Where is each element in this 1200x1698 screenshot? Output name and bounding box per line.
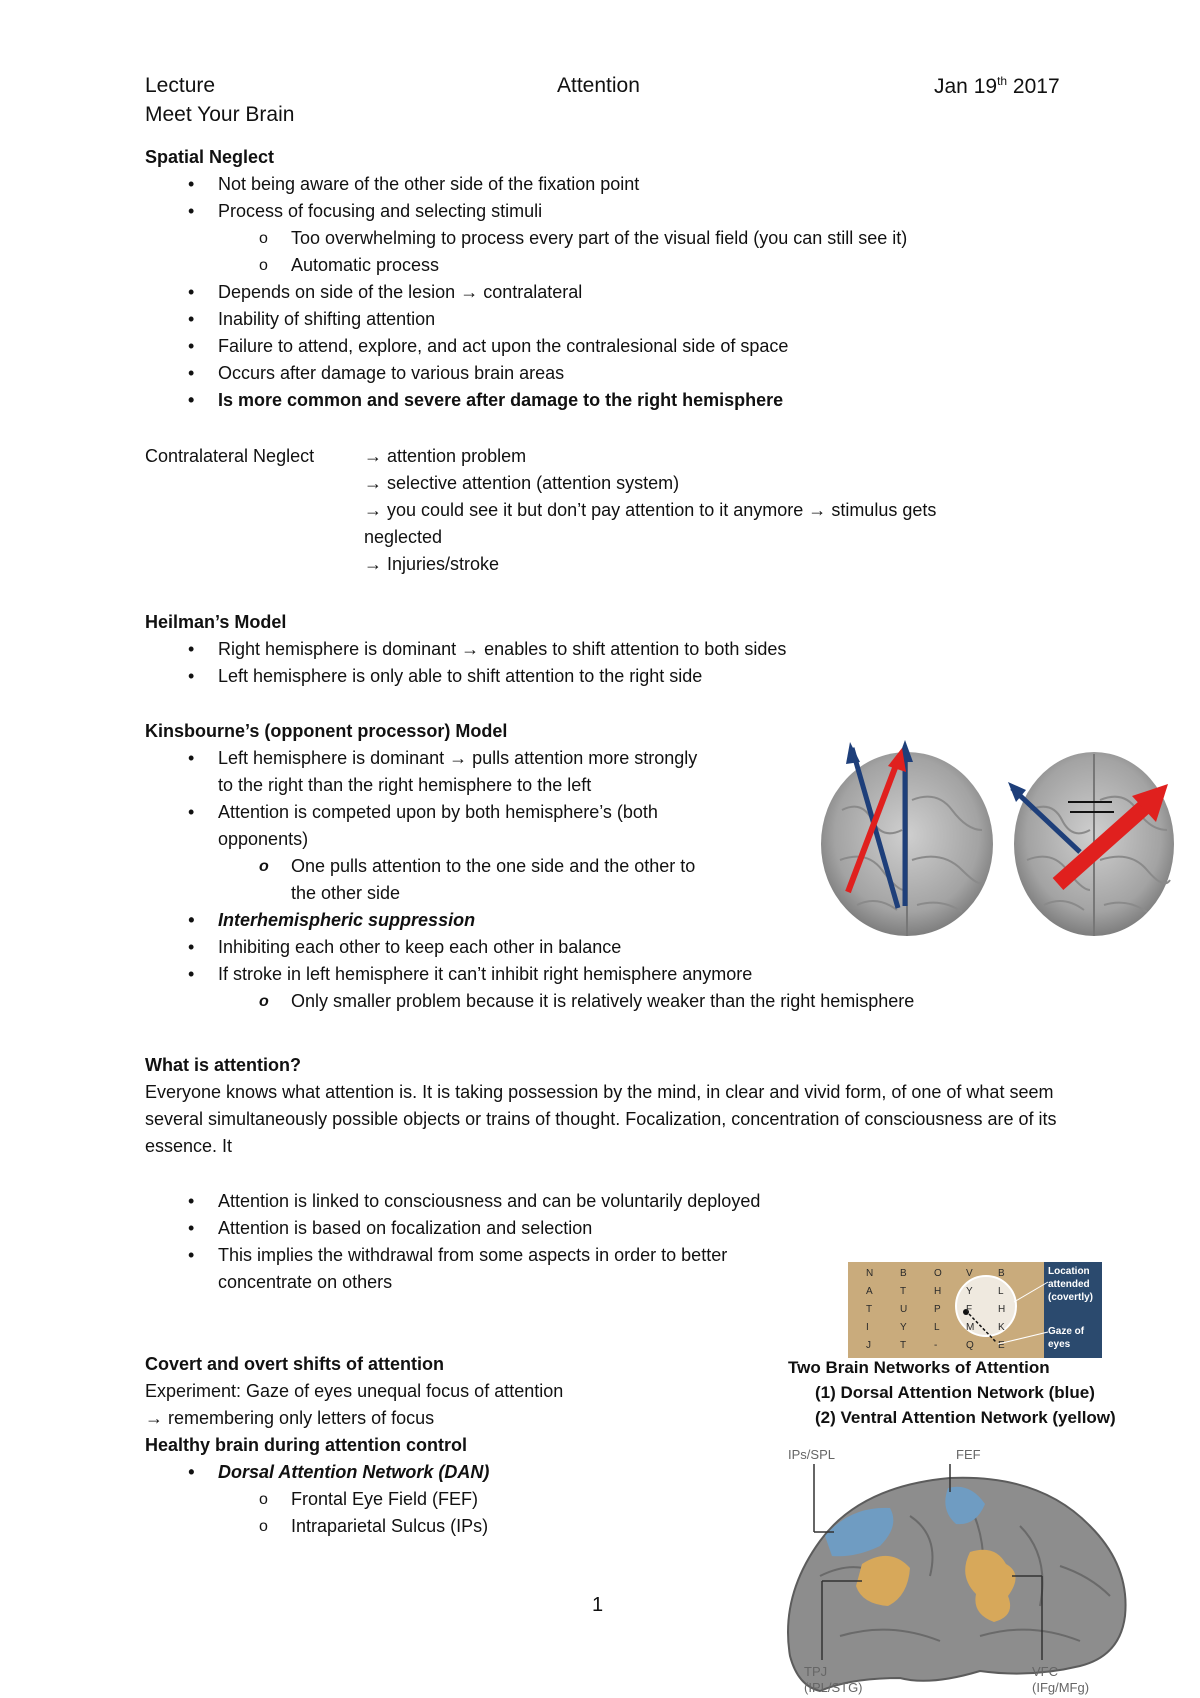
grid-letter: M [966,1322,975,1333]
grid-letter: E [998,1340,1005,1351]
spatial-neglect-title: Spatial Neglect [145,147,275,167]
grid-label-gaze: Gaze of [1048,1326,1085,1337]
list-item-continuation: to the right than the right hemisphere to the left [218,775,592,795]
grid-letter: L [934,1322,940,1333]
list-item-continuation: concentrate on others [218,1272,393,1292]
arrow-icon: → [449,748,468,768]
list-item: • Inhibiting each other to keep each other in balance [218,934,621,961]
sub-list-item: o Automatic process [291,252,439,279]
grid-letter: P [934,1304,941,1315]
list-item: • Process of focusing and selecting stimuli [218,198,542,225]
grid-letter: H [998,1304,1006,1315]
covert-line: → remembering only letters of focus [145,1408,435,1428]
label-fef: FEF [956,1447,981,1462]
grid-letter: - [934,1340,938,1351]
attention-paragraph: Everyone knows what attention is. It is taking possession by the mind, in clear and vivid form, of one of what seem several simultaneously possible objects or trains of thought. Focalization, concentration of consciousness are of its essence. It [145,1082,1057,1156]
list-item: • Occurs after damage to various brain areas [218,360,564,387]
arrow-icon: → [364,554,382,574]
arrow-icon: → [364,500,382,520]
header-subtitle: Meet Your Brain [145,103,295,126]
brain-hemisphere-arrows-figure [812,740,1180,940]
grid-letter: A [866,1286,873,1297]
list-item: • Failure to attend, explore, and act upon the contralesional side of space [218,333,788,360]
arrow-icon: → [145,1408,163,1428]
header-lecture: Lecture [145,74,216,97]
grid-label-location: attended [1048,1279,1090,1290]
list-item: • Attention is based on focalization and selection [218,1215,592,1242]
heilman-title: Heilman’s Model [145,612,287,632]
grid-letter: Y [900,1322,907,1333]
sub-list-item: o Only smaller problem because it is relatively weaker than the right hemisphere [291,988,914,1015]
list-item: • Is more common and severe after damage to the right hemisphere [218,387,783,414]
grid-letter: N [866,1268,874,1279]
networks-line-dorsal: (1) Dorsal Attention Network (blue) [815,1383,1095,1402]
grid-letter: B [900,1268,907,1279]
grid-letter: L [998,1286,1004,1297]
list-item: • Not being aware of the other side of the fixation point [218,171,639,198]
label-ips-spl: IPs/SPL [788,1447,835,1462]
grid-letter: T [866,1304,873,1315]
list-item-continuation: opponents) [218,829,309,849]
what-is-attention-title: What is attention? [145,1055,301,1075]
sub-list-item-continuation: the other side [291,883,401,903]
arrow-icon: → [460,282,479,302]
sub-list-item: o Intraparietal Sulcus (IPs) [291,1513,488,1540]
grid-letter: O [934,1268,942,1279]
networks-title: Two Brain Networks of Attention [788,1358,1050,1377]
page-number: 1 [592,1594,604,1616]
contralateral-label: Contralateral Neglect [145,446,315,466]
lateral-brain-networks-figure [780,1446,1140,1696]
grid-letter: T [900,1340,907,1351]
networks-line-ventral: (2) Ventral Attention Network (yellow) [815,1408,1116,1427]
list-item: • Left hemisphere is only able to shift attention to the right side [218,663,702,690]
list-item: • If stroke in left hemisphere it can’t inhibit right hemisphere anymore [218,961,752,988]
arrow-icon: → [808,500,827,520]
grid-label-location: Location [1048,1266,1090,1277]
grid-letter: Q [966,1340,974,1351]
contralateral-line: → you could see it but don’t pay attention to it anymore → stimulus gets [364,500,937,520]
label-tpj: TPJ [804,1664,828,1679]
sub-list-item: o Too overwhelming to process every part of the visual field (you can still see it) [291,225,907,252]
contralateral-line: → Injuries/stroke [364,554,500,574]
covert-attention-letter-grid-figure [848,1262,1102,1358]
grid-letter: T [900,1286,907,1297]
arrow-icon: → [461,639,480,659]
grid-letter: F [966,1304,973,1315]
covert-line: Experiment: Gaze of eyes unequal focus of attention [145,1381,564,1401]
header-title: Attention [557,74,640,97]
grid-letter: B [998,1268,1005,1279]
list-item: • Inability of shifting attention [218,306,435,333]
header-date: Jan 19th 2017 [934,74,1060,98]
contralateral-line: neglected [364,527,443,547]
sub-list-item: o One pulls attention to the one side and the other to [291,853,695,880]
grid-letter: Y [966,1286,973,1297]
list-item: • Dorsal Attention Network (DAN) [218,1459,489,1486]
contralateral-line: → attention problem [364,446,527,466]
brain-left-icon [821,740,993,936]
sub-list-item: o Frontal Eye Field (FEF) [291,1486,478,1513]
label-vfc-sub: (IFg/MFg) [1032,1680,1090,1695]
list-item: • Interhemispheric suppression [218,907,475,934]
brain-right-icon [1008,752,1174,936]
grid-label-gaze: eyes [1048,1339,1071,1350]
list-item: • This implies the withdrawal from some aspects in order to better [218,1242,727,1269]
grid-letter: K [998,1322,1005,1333]
grid-letter: V [966,1268,973,1279]
list-item: • Attention is linked to consciousness and can be voluntarily deployed [218,1188,760,1215]
grid-letter: I [866,1322,869,1333]
list-item: • Left hemisphere is dominant → pulls attention more strongly [218,745,697,772]
covert-title: Covert and overt shifts of attention [145,1354,445,1374]
healthy-brain-title: Healthy brain during attention control [145,1435,468,1455]
label-vfc: VFC [1032,1664,1058,1679]
grid-letter: U [900,1304,908,1315]
label-tpj-sub: (IPL/STG) [804,1680,863,1695]
grid-letter: J [866,1340,871,1351]
arrow-icon: → [364,473,382,493]
kinsbourne-title: Kinsbourne’s (opponent processor) Model [145,721,508,741]
list-item: • Depends on side of the lesion → contralateral [218,279,582,306]
contralateral-line: → selective attention (attention system) [364,473,680,493]
grid-label-location: (covertly) [1048,1292,1094,1303]
list-item: • Attention is competed upon by both hemisphere’s (both [218,799,658,826]
arrow-icon: → [364,446,382,466]
grid-letter: H [934,1286,942,1297]
list-item: • Right hemisphere is dominant → enables to shift attention to both sides [218,636,786,663]
